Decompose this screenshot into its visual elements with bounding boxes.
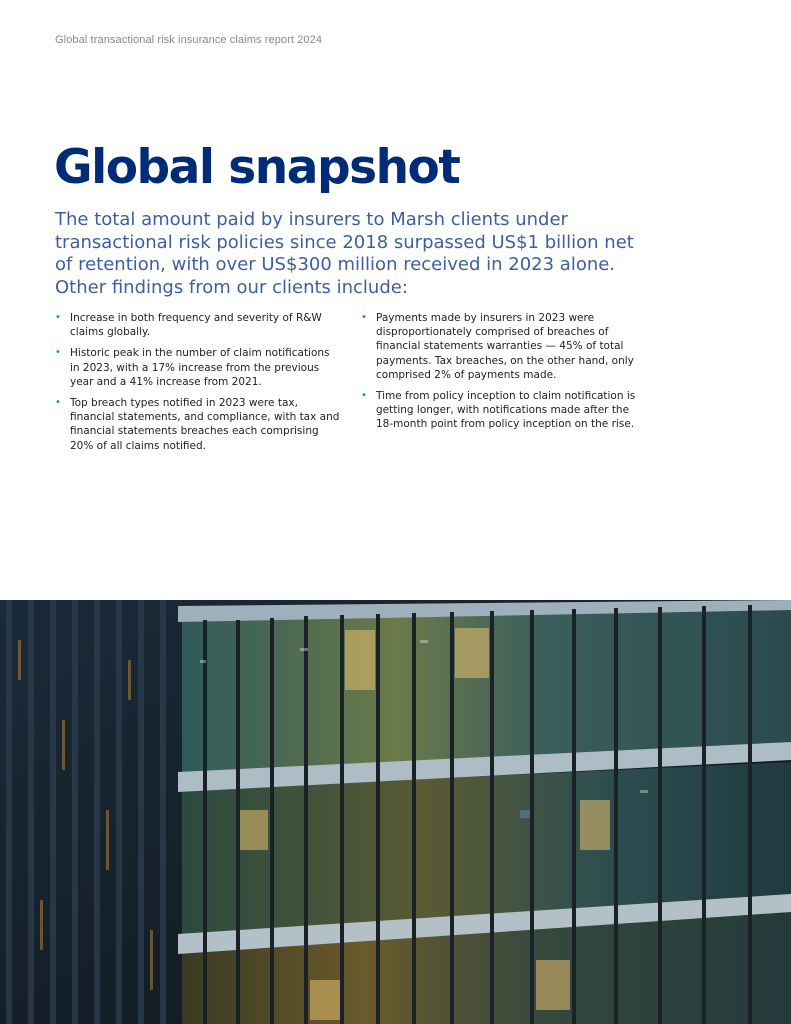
bullet-marker: •	[361, 390, 367, 402]
list-item	[55, 311, 340, 339]
list-item-text: Time from policy inception to claim notification is getting longer, with notifications made after the 18-month point from policy inception on the rise.	[376, 390, 636, 431]
running-header: Global transactional risk insurance claims report 2024	[55, 34, 323, 46]
bullet-marker: •	[55, 397, 61, 409]
list-item-text: Top breach types notified in 2023 were tax, financial statements, and compliance, with tax and financial statements breaches each comprising 20% of all claims notified.	[70, 397, 340, 452]
bullet-marker: •	[55, 347, 61, 359]
list-item	[361, 389, 643, 432]
findings-list-left	[55, 311, 340, 460]
list-item-text: Payments made by insurers in 2023 were disproportionately comprised of breaches of financial statements warranties — 45% of total payments. Tax breaches, on the other hand, only comprised 2% of payments made.	[376, 312, 634, 381]
office-building-photo	[0, 600, 791, 1024]
list-item-text: Historic peak in the number of claim notifications in 2023, with a 17% increase from the previous year and a 41% increase from 2021.	[70, 347, 330, 388]
bullet-marker: •	[361, 312, 367, 323]
page-title: Global snapshot	[54, 140, 460, 195]
findings-list-right	[361, 311, 643, 439]
list-item	[361, 311, 643, 382]
list-item-text: Increase in both frequency and severity of R&W claims globally.	[70, 312, 322, 339]
lead-paragraph: The total amount paid by insurers to Marsh clients under transactional risk policies since 2018 surpassed US$1 billion net of retention, with over US$300 million received in 2023 alone. Other findings from our clients include:	[55, 209, 634, 298]
bullet-marker: •	[55, 312, 61, 323]
list-item	[55, 396, 340, 453]
list-item	[55, 346, 340, 389]
